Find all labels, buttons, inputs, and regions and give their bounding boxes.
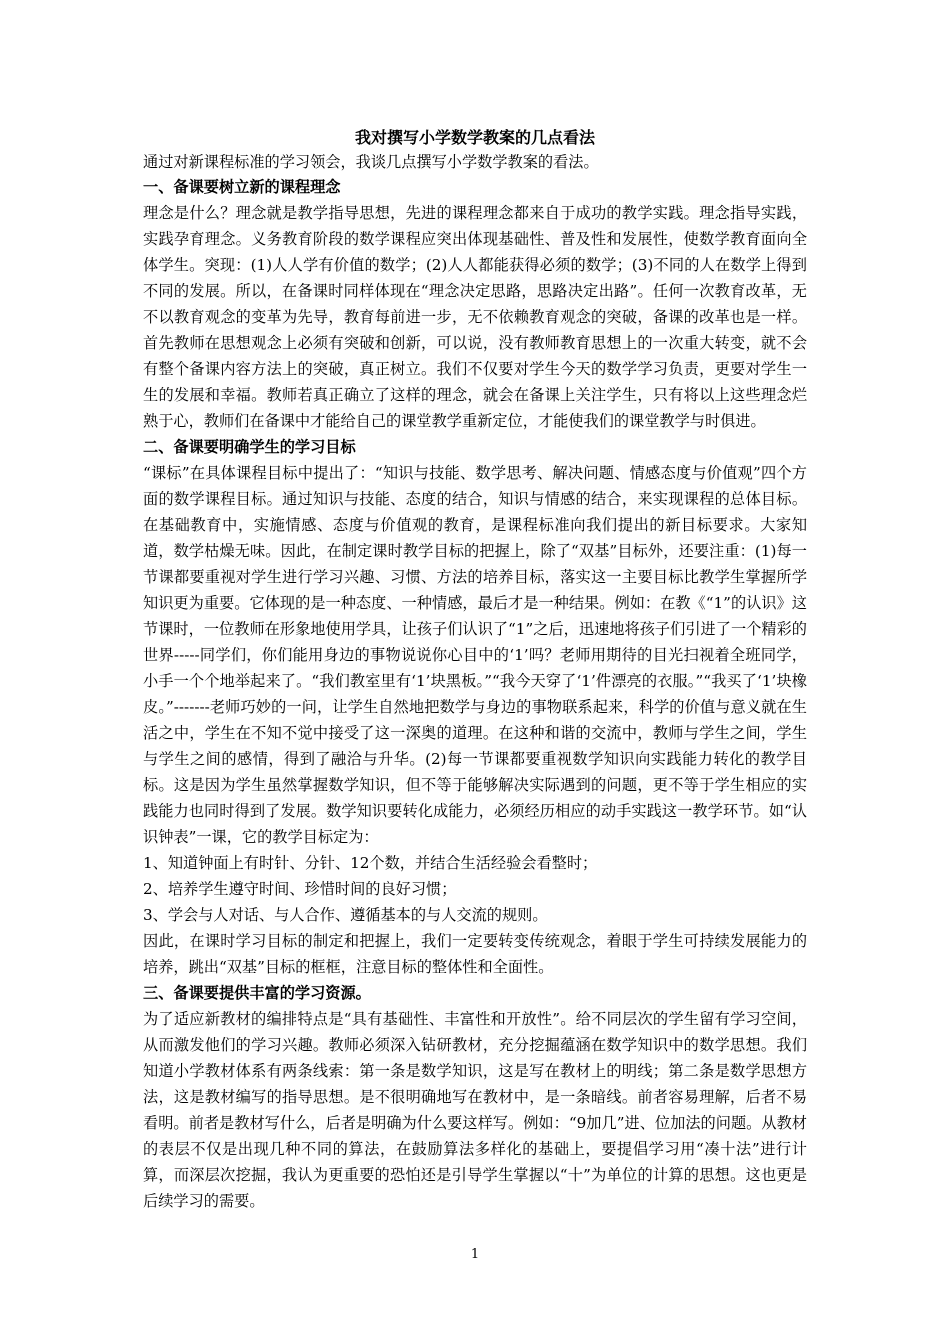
section-1-paragraph: 理念是什么？理念就是教学指导思想，先进的课程理念都来自于成功的教学实践。理念指导实践，实践孕育理念。义务教育阶段的数学课程应突出体现基础性、普及性和发展性，使数学教育面向全体学生。突现：(1)人人学有价值的数学；(2)人人都能获得必须的数学；(3)不同的人在数学上得到不同的发展。所以，在备课时同样体现在“理念决定思路，思路决定出路”。任何一次教育改革，无不以教育观念的变革为先导，教育每前进一步，无不依赖教育观念的突破，备课的改革也是一样。首先教师在思想观念上必须有突破和创新，可以说，没有教师教育思想上的一次重大转变，就不会有整个备课内容方法上的突破，真正树立。我们不仅要对学生今天的数学学习负责，更要对学生一生的发展和幸福。教师若真正确立了这样的理念，就会在备课上关注学生，只有将以上这些理念烂熟于心，教师们在备课中才能给自己的课堂教学重新定位，才能使我们的课堂教学与时俱进。	[143, 204, 807, 430]
section-2-list-item: 3、学会与人对话、与人合作、遵循基本的与人交流的规则。	[143, 906, 548, 924]
page-number: 1	[470, 1247, 480, 1262]
section-2-list-item: 1、知道钟面上有时针、分针、12个数，并结合生活经验会看整时；	[143, 854, 598, 872]
section-1-heading: 一、备课要树立新的课程理念	[143, 178, 341, 196]
section-2-heading: 二、备课要明确学生的学习目标	[143, 438, 356, 456]
section-2-closing-paragraph: 因此，在课时学习目标的制定和把握上，我们一定要转变传统观念，着眼于学生可持续发展能力的培养，跳出“双基”目标的框框，注意目标的整体性和全面性。	[143, 932, 807, 976]
section-3-heading: 三、备课要提供丰富的学习资源。	[143, 984, 371, 1002]
section-2-paragraph: “课标”在具体课程目标中提出了：“知识与技能、数学思考、解决问题、情感态度与价值观”四个方面的数学课程目标。通过知识与技能、态度的结合，知识与情感的结合，来实现课程的总体目标。在基础教育中，实施情感、态度与价值观的教育，是课程标准向我们提出的新目标要求。大家知道，数学枯燥无味。因此，在制定课时教学目标的把握上，除了“双基”目标外，还要注重：(1)每一节课都要重视对学生进行学习兴趣、习惯、方法的培养目标，落实这一主要目标比教学生掌握所学知识更为重要。它体现的是一种态度、一种情感，最后才是一种结果。例如：在教《“1”的认识》这节课时，一位教师在形象地使用学具，让孩子们认识了“1”之后，迅速地将孩子们引进了一个精彩的世界-----同学们，你们能用身边的事物说说你心目中的‘1’吗？老师用期待的目光扫视着全班同学，小手一个个地举起来了。“我们教室里有‘1’块黑板。”“我今天穿了‘1’件漂亮的衣服。”“我买了‘1’块橡皮。”-------老师巧妙的一问，让学生自然地把数学与身边的事物联系起来，科学的价值与意义就在生活之中，学生在不知不觉中接受了这一深奥的道理。在这种和谐的交流中，教师与学生之间，学生与学生之间的感情，得到了融洽与升华。(2)每一节课都要重视数学知识向实践能力转化的教学目标。这是因为学生虽然掌握数学知识，但不等于能够解决实际遇到的问题，更不等于学生相应的实践能力也同时得到了发展。数学知识要转化成能力，必须经历相应的动手实践这一教学环节。如“认识钟表”一课，它的教学目标定为：	[143, 464, 807, 846]
section-3-paragraph: 为了适应新教材的编排特点是“具有基础性、丰富性和开放性”。给不同层次的学生留有学习空间，从而激发他们的学习兴趣。教师必须深入钻研教材，充分挖掘蕴涵在数学知识中的数学思想。我们知道小学教材体系有两条线索：第一条是数学知识，这是写在教材上的明线；第二条是数学思想方法，这是教材编写的指导思想。是不很明确地写在教材中，是一条暗线。前者容易理解，后者不易看明。前者是教材写什么，后者是明确为什么要这样写。例如：“9加几”进、位加法的问题。从教材的表层不仅是出现几种不同的算法，在鼓励算法多样化的基础上，要提倡学习用“凑十法”进行计算，而深层次挖掘，我认为更重要的恐怕还是引导学生掌握以“十”为单位的计算的思想。这也更是后续学习的需要。	[143, 1010, 807, 1210]
intro-paragraph: 通过对新课程标准的学习领会，我谈几点撰写小学数学教案的看法。	[143, 153, 599, 171]
section-2-list-item: 2、培养学生遵守时间、珍惜时间的良好习惯；	[143, 880, 457, 898]
document-title: 我对撰写小学数学教案的几点看法	[354, 128, 595, 147]
